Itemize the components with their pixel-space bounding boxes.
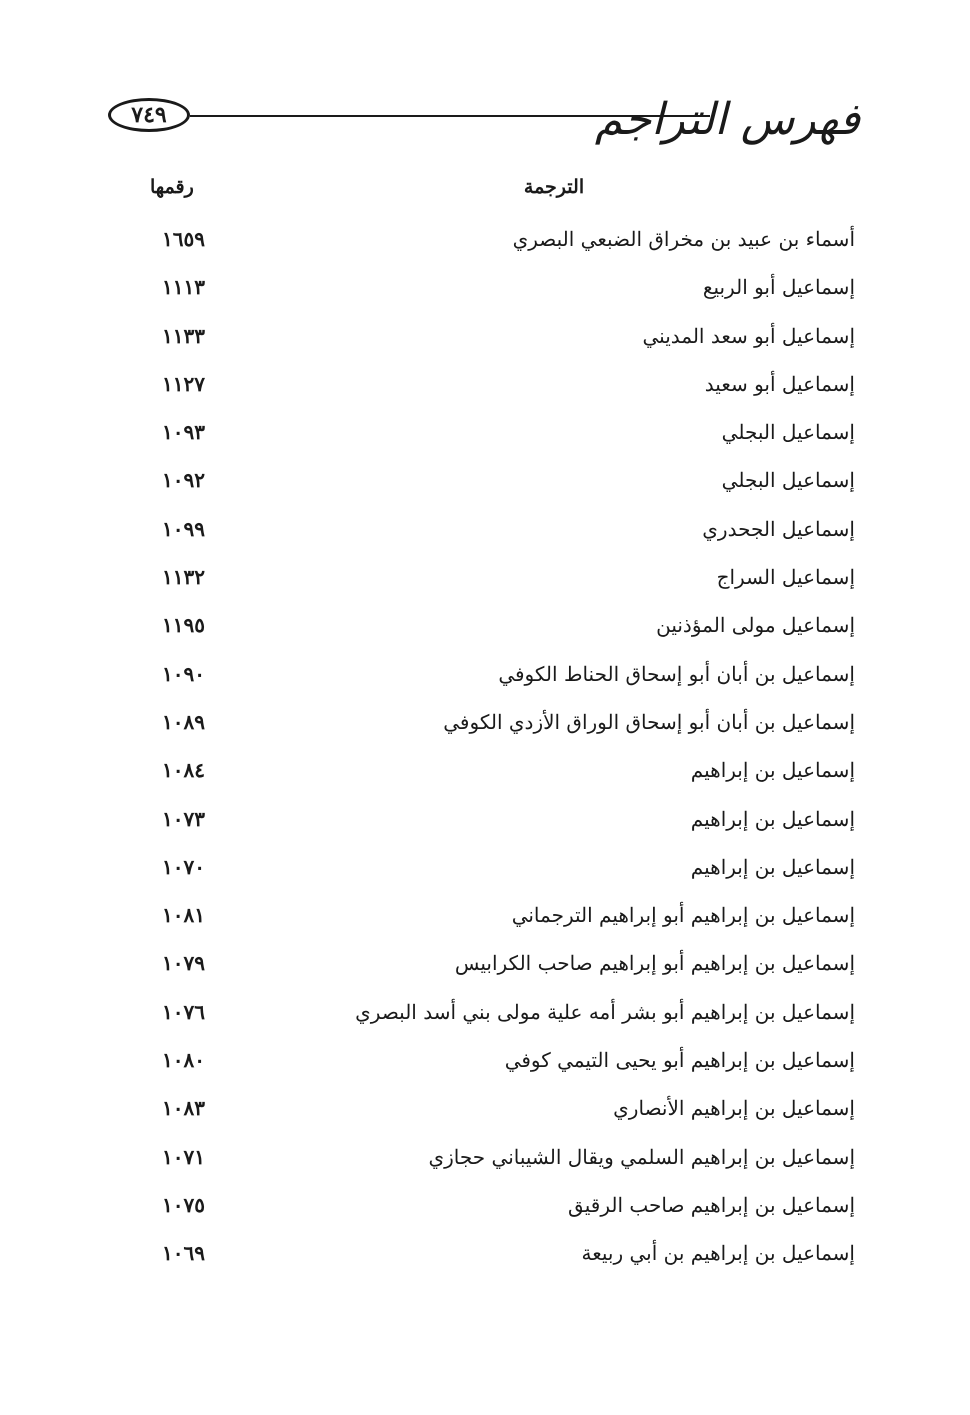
entry-name: أسماء بن عبيد بن مخراق الضبعي البصري: [512, 227, 855, 251]
list-item: [140, 266, 855, 314]
entry-number: ١٠٧٩: [162, 951, 205, 976]
list-item: [140, 1087, 855, 1135]
entry-number: ١٠٧٣: [162, 806, 205, 831]
entry-number: ١١١٣: [162, 275, 205, 300]
page-number: ٧٤٩: [108, 98, 190, 132]
entry-number: ١١٢٧: [162, 371, 205, 396]
entry-number: ١٠٨١: [162, 903, 205, 928]
entry-number: ١٠٨٣: [162, 1096, 205, 1121]
entry-name: إسماعيل بن إبراهيم صاحب الرقيق: [568, 1192, 855, 1217]
entry-name: إسماعيل بن إبراهيم أبو إبراهيم صاحب الكرابيس: [454, 951, 855, 976]
entry-number: ١٠٨٩: [162, 709, 205, 734]
entry-number: ١٠٩٠: [162, 661, 205, 686]
entry-name: إسماعيل بن إبراهيم: [690, 854, 855, 879]
entry-number: ١٠٦٩: [162, 1241, 205, 1266]
list-item: [140, 1184, 855, 1232]
entry-number: ١٠٨٠: [162, 1048, 205, 1073]
entry-name: إسماعيل السراج: [716, 565, 855, 590]
list-item: [140, 459, 855, 507]
page-header: [108, 88, 860, 168]
list-item: [140, 894, 855, 942]
entry-number: ١٠٩٣: [162, 420, 205, 445]
entry-name: إسماعيل بن إبراهيم: [690, 806, 855, 831]
list-item: [140, 942, 855, 990]
list-item: [140, 1039, 855, 1087]
entry-number: ١٦٥٩: [162, 227, 205, 251]
list-item: [140, 798, 855, 846]
list-item: [140, 411, 855, 459]
entries-list: [140, 218, 855, 1281]
entry-number: ١٠٩٢: [162, 468, 205, 493]
entry-name: إسماعيل مولى المؤذنين: [656, 613, 855, 638]
entry-name: إسماعيل بن إبراهيم أبو يحيى التيمي كوفي: [504, 1048, 855, 1073]
entry-number: ١٠٩٩: [162, 516, 205, 541]
entry-name: إسماعيل بن إبراهيم بن أبي ربيعة: [581, 1241, 855, 1266]
entry-number: ١٠٧٠: [162, 854, 205, 879]
column-heading-translation: الترجمة: [523, 176, 585, 198]
list-item: [140, 653, 855, 701]
list-item: [140, 991, 855, 1039]
entry-name: إسماعيل بن إبراهيم السلمي ويقال الشيباني حجازي: [428, 1144, 855, 1169]
entry-number: ١١٣٢: [162, 565, 205, 590]
entry-number: ١٠٧٥: [162, 1192, 205, 1217]
entry-name: إسماعيل البجلي: [721, 468, 855, 493]
entry-name: إسماعيل بن إبراهيم أبو إبراهيم الترجماني: [511, 903, 855, 928]
list-item: [140, 1232, 855, 1280]
entry-number: ١١٩٥: [162, 613, 205, 638]
entry-name: إسماعيل بن أبان أبو إسحاق الحناط الكوفي: [498, 661, 855, 686]
entry-name: إسماعيل بن إبراهيم: [690, 758, 855, 783]
list-item: [140, 749, 855, 797]
list-item: [140, 1136, 855, 1184]
list-item: [140, 846, 855, 894]
entry-name: إسماعيل أبو سعد المديني: [642, 323, 855, 348]
list-item: [140, 363, 855, 411]
list-item: [140, 604, 855, 652]
entry-name: إسماعيل بن إبراهيم أبو بشر أمه علية مولى بني أسد البصري: [355, 999, 855, 1024]
list-item: [140, 315, 855, 363]
list-item: [140, 218, 855, 266]
column-heading-number: رقمها: [150, 176, 194, 198]
list-item: [140, 508, 855, 556]
entry-number: ١٠٨٤: [162, 758, 205, 783]
entry-name: إسماعيل البجلي: [721, 420, 855, 445]
page-title: فهرس التراجم: [594, 94, 860, 145]
entry-name: إسماعيل أبو سعيد: [704, 371, 855, 396]
entry-name: إسماعيل بن أبان أبو إسحاق الوراق الأزدي الكوفي: [443, 709, 855, 734]
list-item: [140, 556, 855, 604]
entry-number: ١١٣٣: [162, 323, 205, 348]
entry-name: إسماعيل الجحدري: [702, 516, 855, 541]
entry-number: ١٠٧١: [162, 1144, 205, 1169]
entry-name: إسماعيل بن إبراهيم الأنصاري: [613, 1096, 855, 1121]
entry-number: ١٠٧٦: [162, 999, 205, 1024]
list-item: [140, 701, 855, 749]
entry-name: إسماعيل أبو الربيع: [702, 275, 855, 300]
